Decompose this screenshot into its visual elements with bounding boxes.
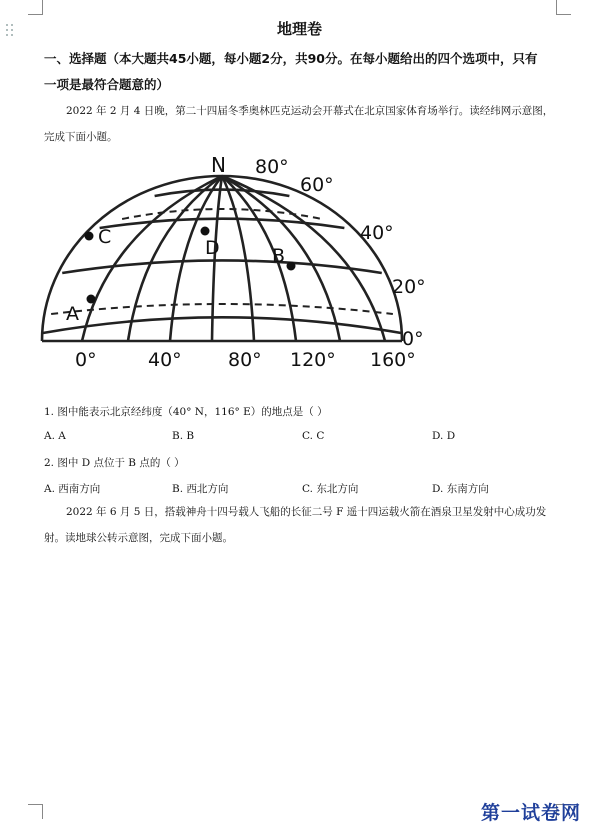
lat-label-4: 0° <box>402 328 424 350</box>
lat-label-1: 60° <box>300 174 334 196</box>
lat-label-2: 40° <box>360 222 394 244</box>
intro1-line1: 2022 年 2 月 4 日晚，第二十四届冬季奥林匹克运动会开幕式在北京国家体育场举行。读经纬网示意图， <box>66 105 554 117</box>
corner-mark-top-right <box>556 0 571 15</box>
section-heading-line1: 一、选择题（本大题共45小题，每小题2分，共90分。在每小题给出的四个选项中，只有 <box>44 51 538 66</box>
q2-option-a[interactable]: A. 西南方向 <box>44 483 101 495</box>
north-label: N <box>211 153 226 177</box>
q2-option-d[interactable]: D. 东南方向 <box>432 483 489 495</box>
point-label-1: B <box>272 245 286 267</box>
point-label-0: A <box>66 303 79 325</box>
lat-label-0: 80° <box>255 156 289 178</box>
section-heading-line2: 一项是最符合题意的） <box>44 77 170 92</box>
lon-label-2: 80° <box>228 349 262 371</box>
watermark-logo: 第一试卷网 <box>480 802 581 824</box>
intro2-line1: 2022 年 6 月 5 日，搭载神舟十四号载人飞船的长征二号 F 遥十四运载火箭在酒泉卫星发射中心成功发 <box>66 506 547 518</box>
parallel-10 <box>43 317 401 333</box>
lon-label-3: 120° <box>290 349 336 371</box>
parallel-80 <box>155 190 290 196</box>
q1-option-d[interactable]: D. D <box>432 430 456 442</box>
intro2-line2: 射。读地球公转示意图，完成下面小题。 <box>44 532 233 544</box>
point-marker-3 <box>201 227 210 236</box>
q1-option-a[interactable]: A. A <box>44 430 66 442</box>
q2-option-b[interactable]: B. 西北方向 <box>172 483 229 495</box>
point-label-3: D <box>205 237 220 259</box>
point-marker-1 <box>287 262 296 271</box>
lat-label-3: 20° <box>392 276 426 298</box>
intro1-line2: 完成下面小题。 <box>44 131 118 143</box>
point-label-2: C <box>98 226 112 248</box>
intro-paragraph-2 <box>44 499 564 525</box>
q1-option-c[interactable]: C. C <box>302 430 325 442</box>
corner-mark-bottom-left <box>28 804 43 819</box>
q2-option-c[interactable]: C. 东北方向 <box>302 483 359 495</box>
point-marker-0 <box>87 295 96 304</box>
lon-label-4: 160° <box>370 349 416 371</box>
q1-option-b[interactable]: B. B <box>172 430 195 442</box>
corner-mark-top-left <box>28 0 43 15</box>
lon-label-0: 0° <box>75 349 97 371</box>
dashed-parallel-low <box>51 304 393 314</box>
question-1: 1. 图中能表示北京经纬度（40° N，116° E）的地点是（ ） <box>44 406 328 418</box>
lon-label-1: 40° <box>148 349 182 371</box>
lat-lon-grid-map <box>30 150 440 375</box>
intro-paragraph-1 <box>44 98 564 124</box>
point-marker-2 <box>85 232 94 241</box>
page-title: 地理卷 <box>276 20 322 38</box>
question-2: 2. 图中 D 点位于 B 点的（ ） <box>44 457 185 469</box>
